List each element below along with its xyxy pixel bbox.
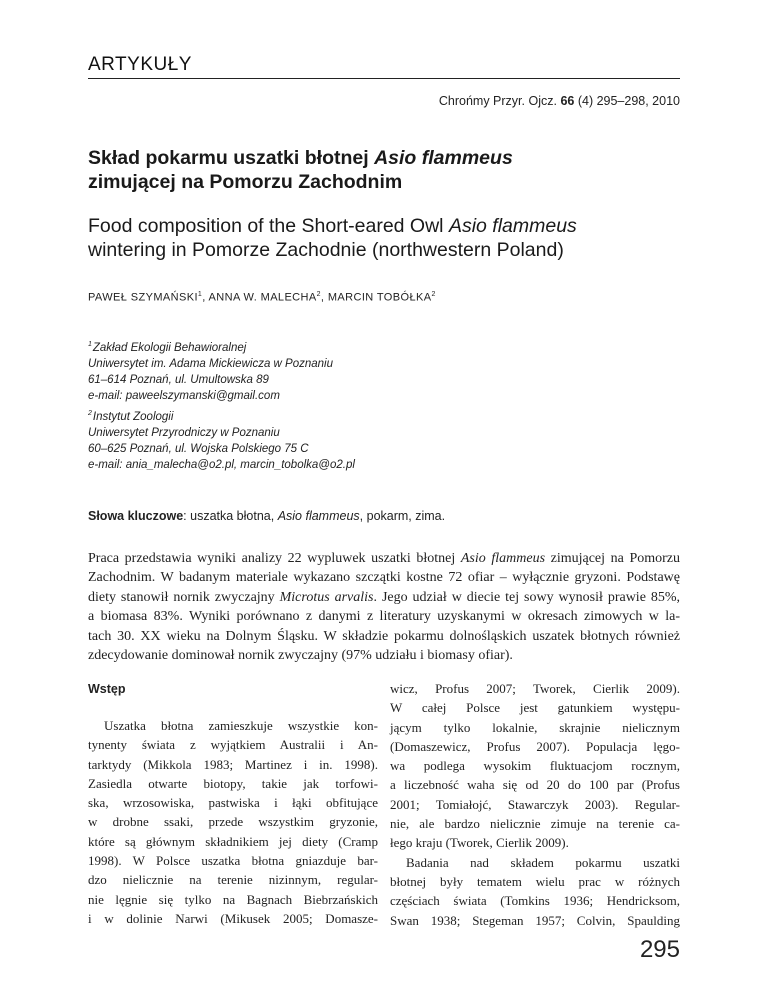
title-en-line1: Food composition of the Short-eared Owl — [88, 215, 449, 237]
abstract-line: a biomasa 83%. Wyniki porównano z danymi z literatury uzyskanymi w okresach zimowych w la- — [88, 609, 680, 625]
author-list: PAWEŁ SZYMAŃSKI$^1$, ANNA W. MALECHA$^2$, MARCIN TOBÓŁKA$^2$ — [88, 291, 436, 304]
body-line: dzo nielicznie na terenie nizinnym, regular- — [88, 872, 378, 888]
journal-citation — [439, 94, 680, 108]
affiliation-line: Uniwersytet im. Adama Mickiewicza w Poznaniu — [88, 357, 333, 370]
body-line: i w dolinie Narwi (Mikusek 2005; Domasze- — [88, 910, 378, 926]
author-affiliation-mark: 2 — [316, 291, 321, 298]
body-column-left — [88, 716, 378, 928]
citation-volume: 66 — [560, 94, 575, 108]
body-line: w drobne ssaki, przede wszystkim gryzonie, — [88, 814, 378, 830]
author-affiliation-mark: 2 — [431, 291, 436, 298]
citation-issue-pages: (4) 295–298, 2010 — [577, 94, 680, 108]
affiliation-line: Zakład Ekologii Behawioralnej — [92, 341, 247, 354]
author-name: PAWEŁ SZYMAŃSKI — [88, 291, 198, 304]
body-column-right — [390, 679, 680, 930]
body-line: tarktydy (Mikkola 1983; Martinez i in. 1998). — [88, 756, 378, 772]
body-line: tynenty świata z wyjątkiem Australii i An- — [88, 737, 378, 753]
section-header: ARTYKUŁY — [88, 54, 192, 75]
abstract-text: zimującej na Pomorzu — [545, 551, 680, 566]
body-line: a liczebność waha się od 20 do 100 par (Profus — [390, 777, 680, 793]
abstract-line: Zachodnim. W badanym materiale wykazano szczątki kostne 72 ofiar – wyłącznie gryzoni. Podstawę — [88, 570, 680, 586]
keywords-text: , pokarm, zima. — [359, 509, 446, 523]
affiliation-number: 2 — [88, 410, 92, 417]
affiliation-line: Uniwersytet Przyrodniczy w Poznaniu — [88, 426, 280, 439]
title-polish — [88, 146, 688, 194]
body-line: częściach świata (Tomkins 1936; Hendricksom, — [390, 893, 680, 909]
body-line: jącym tylko lokalnie, skrajnie nielicznym — [390, 719, 680, 735]
abstract-species: Microtus arvalis — [279, 589, 374, 605]
body-line: Badania nad składem pokarmu uszatki — [406, 854, 680, 870]
body-line: ska, wrzosowiska, pastwiska i łąki obfitujące — [88, 795, 378, 811]
title-english — [88, 214, 708, 262]
title-pl-line1: Skład pokarmu uszatki błotnej — [88, 147, 375, 169]
body-line: nie lęgnie się tylko na Bagnach Biebrzańskich — [88, 891, 378, 907]
body-line: Uszatka błotna zamieszkuje wszystkie kon- — [104, 718, 378, 733]
body-line: 2001; Tomiałojć, Stawarczyk 2003). Regular- — [390, 796, 680, 812]
affiliation-2 — [88, 406, 588, 473]
keywords-text: : uszatka błotna, — [183, 509, 278, 523]
body-line: W całej Polsce jest gatunkiem występu- — [390, 700, 680, 716]
title-pl-line2: zimującej na Pomorzu Zachodnim — [88, 171, 403, 193]
affiliation-email: e-mail: paweelszymanski@gmail.com — [88, 389, 280, 402]
keywords-label: Słowa kluczowe — [88, 509, 184, 523]
keywords-species: Asio flammeus — [277, 509, 360, 523]
author-name: MARCIN TOBÓŁKA — [327, 291, 432, 304]
header-divider — [88, 78, 680, 79]
citation-journal: Chrońmy Przyr. Ojcz. — [438, 94, 557, 108]
abstract-species: Asio flammeus — [460, 551, 546, 566]
affiliation-line: Instytut Zoologii — [92, 410, 174, 423]
title-en-line2: wintering in Pomorze Zachodnie (northwestern Poland) — [88, 239, 564, 261]
body-line: wa podlega wysokim fluktuacjom rocznym, — [390, 758, 680, 774]
page-number: 295 — [639, 936, 680, 963]
body-line: nie, ale bardzo nielicznie zimuje na terenie ca- — [390, 816, 680, 832]
abstract-text: . Jego udział w diecie tej sowy wynosił prawie 85%, — [373, 589, 681, 605]
body-line: 1998). W Polsce uszatka błotna gniazduje bar- — [88, 853, 378, 869]
body-line: Zasiedla otwarte biotopy, takie jak torfowi- — [88, 775, 378, 791]
title-en-species: Asio flammeus — [448, 215, 577, 237]
abstract-text: Praca przedstawia wyniki analizy 22 wypluwek uszatki błotnej — [88, 551, 461, 566]
affiliation-line: 60–625 Poznań, ul. Wojska Polskiego 75 C — [88, 442, 309, 455]
affiliation-email: e-mail: ania_malecha@o2.pl, marcin_tobolka@o2.pl — [88, 458, 355, 471]
body-line: (Domaszewicz, Profus 2007). Populacja lęgo- — [390, 738, 680, 754]
title-pl-species: Asio flammeus — [374, 147, 513, 169]
abstract-line: tach 30. XX wieku na Dolnym Śląsku. W składzie pokarmu dolnośląskich uszatek błotnych również — [88, 628, 680, 644]
affiliation-line: 61–614 Poznań, ul. Umultowska 89 — [88, 373, 269, 386]
author-name: ANNA W. MALECHA — [208, 291, 317, 304]
body-line: które są głównym składnikiem jej diety (Cramp — [88, 833, 378, 849]
abstract-line: zdecydowanie dominował nornik zwyczajny (97% udziału i biomasy ofiar). — [88, 648, 513, 664]
section-heading-intro: Wstęp — [88, 682, 126, 696]
author-affiliation-mark: 1 — [197, 291, 203, 298]
affiliation-1 — [88, 337, 588, 404]
keywords — [88, 509, 445, 523]
body-line: błotnej były tematem wielu prac w różnych — [390, 873, 680, 889]
body-line: wicz, Profus 2007; Tworek, Cierlik 2009). — [390, 681, 680, 696]
abstract-text: diety stanowił nornik zwyczajny — [88, 589, 280, 605]
body-line: Swan 1938; Stegeman 1957; Colvin, Spaulding — [390, 912, 680, 928]
abstract — [88, 549, 680, 665]
body-line: łego kraju (Tworek, Cierlik 2009). — [390, 835, 569, 851]
affiliation-number: 1 — [88, 341, 92, 348]
